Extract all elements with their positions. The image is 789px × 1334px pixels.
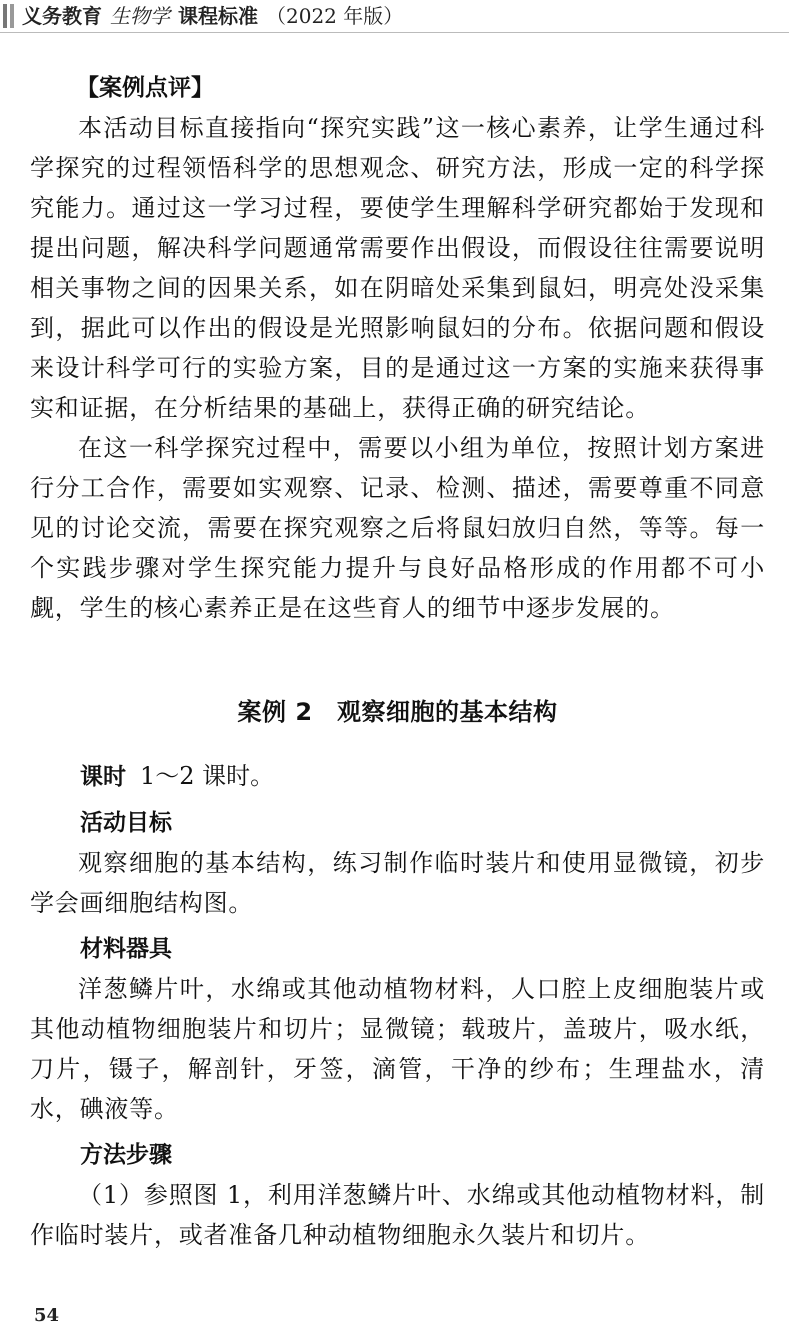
header-title [22,2,403,30]
class-hours [30,756,765,797]
header-bar-mark [3,4,7,28]
page-body [30,68,765,1255]
header-edition: （2022 年版） [266,4,404,28]
materials-heading: 材料器具 [80,936,172,962]
materials-text: 洋葱鳞片叶，水绵或其他动植物材料，人口腔上皮细胞装片或其他动植物细胞装片和切片；显微镜；载玻片，盖玻片，吸水纸，刀片，镊子，解剖针，牙签，滴管，干净的纱布；生理盐水，清水，碘液等。 [30,975,765,1123]
running-header [0,0,789,34]
review-paragraph-1: 本活动目标直接指向“探究实践”这一核心素养，让学生通过科学探究的过程领悟科学的思想观念、研究方法，形成一定的科学探究能力。通过这一学习过程，要使学生理解科学研究都始于发现和提出问题，解决科学问题通常需要作出假设，而假设往往需要说明相关事物之间的因果关系，如在阴暗处采集到鼠妇，明亮处没采集到，据此可以作出的假设是光照影响鼠妇的分布。依据问题和假设来设计科学可行的实验方案，目的是通过这一方案的实施来获得事实和证据，在分析结果的基础上，获得正确的研究结论。 [30,114,765,422]
goal-heading: 活动目标 [80,810,172,836]
class-hours-value: 1～2 课时。 [140,762,275,790]
step-1-text: （1）参照图 1，利用洋葱鳞片叶、水绵或其他动植物材料，制作临时装片，或者准备几种动植物细胞永久装片和切片。 [30,1181,765,1249]
header-subject: 生物学 [110,4,170,28]
page-number: 54 [34,1305,60,1326]
header-divider [0,32,789,33]
header-series: 义务教育 [22,4,102,28]
review-paragraph-2: 在这一科学探究过程中，需要以小组为单位，按照计划方案进行分工合作，需要如实观察、记录、检测、描述，需要尊重不同意见的讨论交流，需要在探究观察之后将鼠妇放归自然，等等。每一个实践步骤对学生探究能力提升与良好品格形成的作用都不可小觑，学生的核心素养正是在这些育人的细节中逐步发展的。 [30,434,765,622]
steps-heading: 方法步骤 [80,1142,172,1168]
case-title: 案例 2 观察细胞的基本结构 [237,698,558,726]
class-hours-label: 课时 [80,764,126,790]
header-bar-mark [10,4,14,28]
goal-text: 观察细胞的基本结构，练习制作临时装片和使用显微镜，初步学会画细胞结构图。 [30,849,765,917]
header-doc-type: 课程标准 [178,4,258,28]
review-heading: 【案例点评】 [76,75,214,101]
